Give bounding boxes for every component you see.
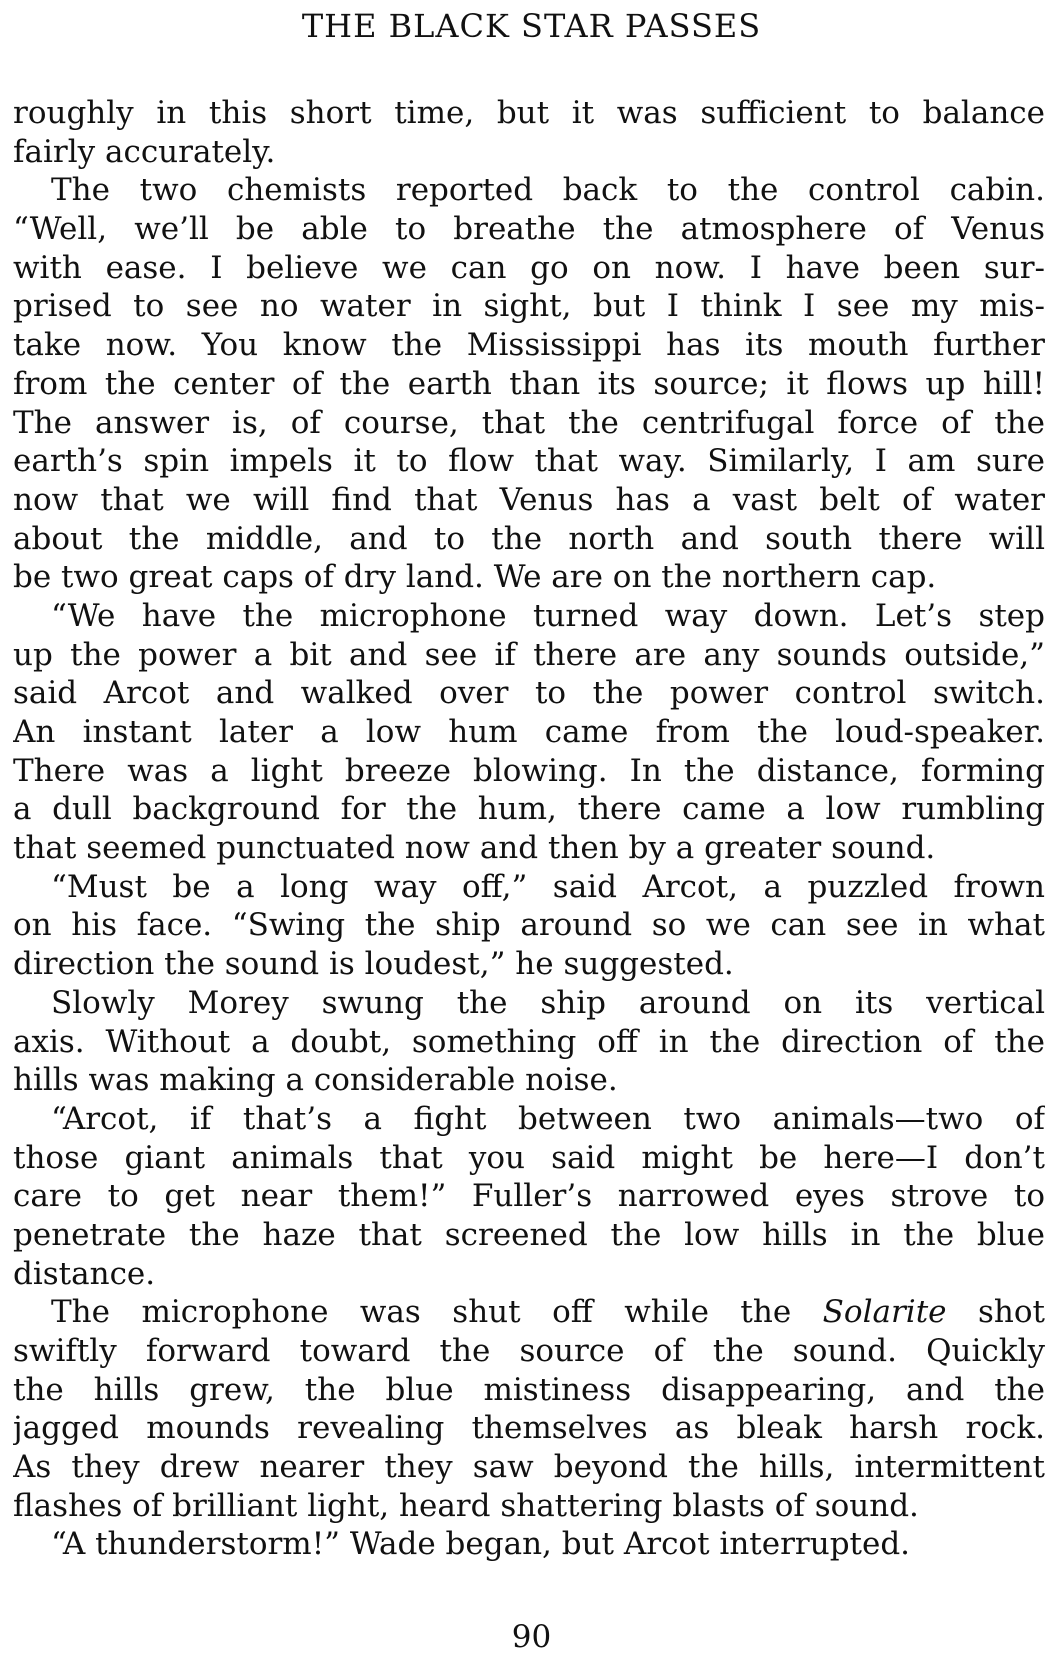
text-line: “Arcot, if that’s a fight between two animals—two of [51, 1100, 1045, 1137]
text-line: “Well, we’ll be able to breathe the atmosphere of Venus [13, 211, 1045, 248]
text-line: direction the sound is loudest,” he suggested. [13, 946, 734, 983]
text-segment: shot [946, 1294, 1045, 1331]
text-line: As they drew nearer they saw beyond the hills, intermittent [13, 1449, 1045, 1486]
text-line: prised to see no water in sight, but I think I see my mis- [13, 288, 1045, 325]
text-line: axis. Without a doubt, something off in the direction of the [13, 1023, 1045, 1060]
text-line: swiftly forward toward the source of the sound. Quickly [13, 1333, 1045, 1369]
text-line: “A thunderstorm!” Wade began, but Arcot interrupted. [51, 1526, 911, 1563]
text-line: earth’s spin impels it to flow that way. Similarly, I am sure [13, 443, 1045, 480]
text-line: The answer is, of course, that the centrifugal force of the [13, 404, 1045, 441]
text-line: from the center of the earth than its source; it flows up hill! [13, 365, 1045, 402]
text-line: care to get near them!” Fuller’s narrowed eyes strove to [13, 1178, 1045, 1215]
text-line: about the middle, and to the north and south there will [13, 520, 1045, 557]
text-line: now that we will find that Venus has a vast belt of water [13, 481, 1045, 518]
text-line: There was a light breeze blowing. In the distance, forming [13, 752, 1045, 789]
text-line: penetrate the haze that screened the low hills in the blue [13, 1216, 1045, 1253]
text-line: fairly accurately. [13, 133, 276, 170]
text-line: jagged mounds revealing themselves as bleak harsh rock. [13, 1410, 1045, 1447]
text-line: The two chemists reported back to the control cabin. [51, 172, 1045, 209]
running-head: THE BLACK STAR PASSES [301, 7, 762, 45]
text-line: take now. You know the Mississippi has its mouth further [13, 327, 1045, 364]
page-number: 90 [511, 1619, 552, 1655]
text-line: a dull background for the hum, there came a low rumbling [13, 791, 1045, 828]
text-line: “We have the microphone turned way down. Let’s step [51, 597, 1045, 634]
text-line: Slowly Morey swung the ship around on its vertical [51, 984, 1045, 1021]
text-line [13, 1293, 1045, 1332]
ship-name: Solarite [822, 1294, 947, 1331]
body-text [13, 94, 1045, 1564]
text-line: roughly in this short time, but it was sufficient to balance [13, 95, 1045, 131]
text-line: those giant animals that you said might be here—I don’t [13, 1139, 1045, 1176]
text-line: be two great caps of dry land. We are on the northern cap. [13, 559, 937, 596]
text-line: the hills grew, the blue mistiness disappearing, and the [13, 1371, 1045, 1408]
text-line: with ease. I believe we can go on now. I have been sur- [13, 249, 1045, 286]
text-line: said Arcot and walked over to the power control switch. [13, 675, 1045, 712]
text-line: up the power a bit and see if there are any sounds outside,” [13, 636, 1045, 673]
text-line: that seemed punctuated now and then by a greater sound. [13, 830, 936, 867]
text-line: An instant later a low hum came from the loud-speaker. [13, 714, 1045, 750]
text-line: hills was making a considerable noise. [13, 1062, 618, 1099]
text-segment: The microphone was shut off while the [51, 1294, 823, 1331]
text-line: “Must be a long way off,” said Arcot, a puzzled frown [51, 868, 1045, 905]
text-line: distance. [13, 1255, 156, 1292]
text-line: on his face. “Swing the ship around so we can see in what [13, 907, 1045, 944]
text-line: flashes of brilliant light, heard shattering blasts of sound. [13, 1487, 919, 1524]
